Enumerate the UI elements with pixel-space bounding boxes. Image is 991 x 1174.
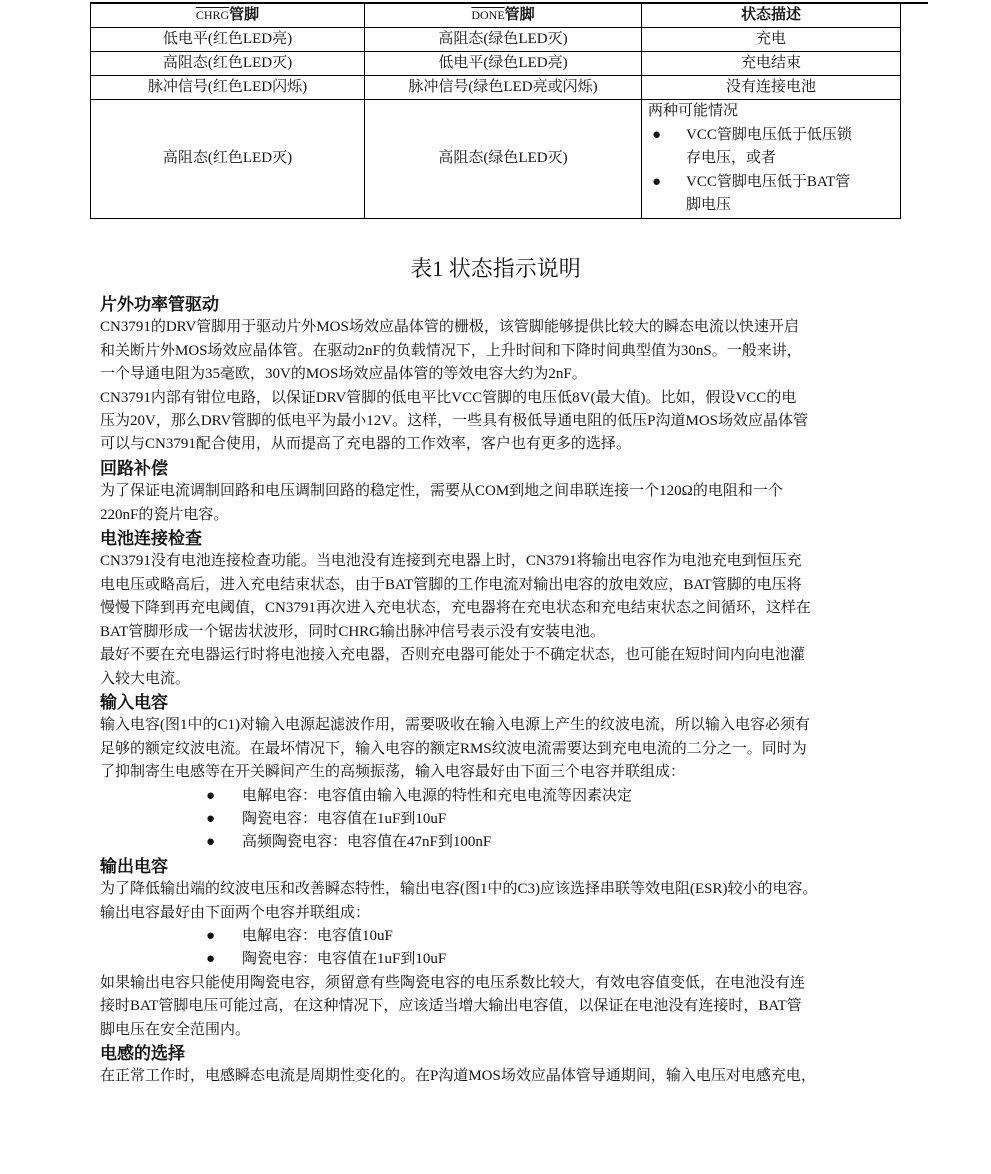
list-item <box>100 785 930 808</box>
paragraph-line: 电电压或略高后，进入充电结束状态，由于BAT管脚的工作电流对输出电容的放电效应，BAT管脚的电压将 <box>100 576 802 593</box>
desc-line: VCC管脚电压低于低压锁 <box>686 126 852 143</box>
document-body <box>100 293 930 1089</box>
paragraph-line: 如果输出电容只能使用陶瓷电容，须留意有些陶瓷电容的电压系数比较大，有效电容值变低，在电池没有连 <box>100 974 806 991</box>
section <box>100 527 930 691</box>
header-text: 状态描述 <box>740 7 801 23</box>
list-item <box>100 808 930 831</box>
list-item-text: 陶瓷电容：电容值在1uF到10uF <box>242 951 447 968</box>
table-cell: 高阻态(绿色LED灭) <box>365 28 642 52</box>
list-item <box>100 831 930 854</box>
list-item-text: 陶瓷电容：电容值在1uF到10uF <box>242 810 447 827</box>
section <box>100 691 930 855</box>
paragraph-line: 压为20V，那么DRV管脚的低电平为最小12V。这样，一些具有极低导通电阻的低压P沟道MOS场效应晶体管 <box>100 413 808 430</box>
table-cell: 脉冲信号(红色LED闪烁) <box>91 76 365 100</box>
table-row <box>91 76 901 100</box>
done-overline: DONE <box>471 8 505 22</box>
header-text: 管脚 <box>229 7 260 23</box>
paragraph-line: 和关断片外MOS场效应晶体管。在驱动2nF的负载情况下，上升时间和下降时间典型值为30nS。一般来讲， <box>100 342 802 359</box>
paragraph-line: 了抑制寄生电感等在开关瞬间产生的高频振荡，输入电容最好由下面三个电容并联组成： <box>100 764 686 781</box>
table-row <box>91 100 901 219</box>
desc-bullet-text <box>686 171 850 218</box>
section-heading: 回路补偿 <box>100 458 168 478</box>
paragraph-line: 最好不要在充电器运行时将电池接入充电器，否则充电器可能处于不确定状态，也可能在短时间内向电池灌 <box>100 647 806 664</box>
paragraph-line: 输入电容(图1中的C1)对输入电源起滤波作用，需要吸收在输入电源上产生的纹波电流，所以输入电容必须有 <box>100 717 810 734</box>
paragraph-line: CN3791内部有钳位电路，以保证DRV管脚的低电平比VCC管脚的电压低8V(最大值)。比如，假设VCC的电 <box>100 389 797 406</box>
table-cell: 充电 <box>642 28 901 52</box>
bullet-icon: ● <box>206 951 216 968</box>
list-item <box>100 925 930 948</box>
paragraph-line: 220nF的瓷片电容。 <box>100 506 229 523</box>
paragraph-line: BAT管脚形成一个锯齿状波形，同时CHRG输出脉冲信号表示没有安装电池。 <box>100 623 606 640</box>
bullet-icon: ● <box>206 810 216 827</box>
header-status <box>642 4 901 28</box>
paragraph-line: 为了降低输出端的纹波电压和改善瞬态特性，输出电容(图1中的C3)应该选择串联等效电阻(ESR)较小的电容。 <box>100 881 818 898</box>
paragraph-line: CN3791没有电池连接检查功能。当电池没有连接到充电器上时，CN3791将输出电容作为电池充电到恒压充 <box>100 553 802 570</box>
table-cell: 没有连接电池 <box>642 76 901 100</box>
table-cell: 低电平(红色LED亮) <box>91 28 365 52</box>
list-item-text: 电解电容：电容值10uF <box>242 927 393 944</box>
paragraph-line: 入较大电流。 <box>100 670 191 687</box>
paragraph-line: 慢慢下降到再充电阈值，CN3791再次进入充电状态，充电器将在充电状态和充电结束状态之间循环，这样在 <box>100 600 811 617</box>
desc-bullet <box>648 171 894 218</box>
table-row <box>91 28 901 52</box>
section-heading: 电池连接检查 <box>100 529 202 549</box>
table-cell: 高阻态(红色LED灭) <box>91 52 365 76</box>
table-caption: 表1 状态指示说明 <box>410 256 581 281</box>
paragraph-line: CN3791的DRV管脚用于驱动片外MOS场效应晶体管的栅极，该管脚能够提供比较大的瞬态电流以快速开启 <box>100 319 799 336</box>
header-chrg <box>91 4 365 28</box>
bullet-icon: ● <box>206 787 216 804</box>
list-item <box>100 948 930 971</box>
table-cell: 脉冲信号(绿色LED亮或闪烁) <box>365 76 642 100</box>
desc-intro: 两种可能情况 <box>648 103 739 119</box>
section <box>100 1042 930 1089</box>
desc-line: VCC管脚电压低于BAT管 <box>686 173 851 190</box>
paragraph-line: 足够的额定纹波电流。在最坏情况下，输入电容的额定RMS纹波电流需要达到充电电流的二分之一。同时为 <box>100 740 807 757</box>
bullet-icon: ● <box>206 834 216 851</box>
chrg-overline: CHRG <box>195 8 230 22</box>
table-cell: 高阻态(红色LED灭) <box>91 100 365 219</box>
list-item-text: 电解电容：电容值由输入电源的特性和充电电流等因素决定 <box>242 787 633 804</box>
section-heading: 电感的选择 <box>100 1044 185 1063</box>
status-table <box>90 3 901 219</box>
paragraph-line: 一个导通电阻为35毫欧，30V的MOS场效应晶体管的等效电容大约为2nF。 <box>100 366 587 383</box>
desc-bullet <box>648 124 894 171</box>
paragraph-line: 脚电压在安全范围内。 <box>100 1021 251 1038</box>
table-header-row <box>91 4 901 28</box>
paragraph-line: 接时BAT管脚电压可能过高，在这种情况下，应该适当增大输出电容值，以保证在电池没有连接时，BAT管 <box>100 998 802 1015</box>
section <box>100 457 930 527</box>
header-text: 管脚 <box>504 7 535 23</box>
paragraph-line: 为了保证电流调制回路和电压调制回路的稳定性，需要从COM到地之间串联连接一个120Ω的电阻和一个 <box>100 483 783 500</box>
section-heading: 输出电容 <box>100 856 168 876</box>
desc-line: 存电压，或者 <box>686 150 777 166</box>
paragraph-line: 输出电容最好由下面两个电容并联组成： <box>100 904 371 921</box>
section <box>100 293 930 457</box>
section-heading: 输入电容 <box>100 692 168 712</box>
table-cell: 充电结束 <box>642 52 901 76</box>
paragraph-line: 可以与CN3791配合使用，从而提高了充电器的工作效率，客户也有更多的选择。 <box>100 436 631 453</box>
table-row <box>91 52 901 76</box>
table-cell: 高阻态(绿色LED灭) <box>365 100 642 219</box>
paragraph-line: 在正常工作时，电感瞬态电流是周期性变化的。在P沟道MOS场效应晶体管导通期间，输入电压对电感充电， <box>100 1068 816 1085</box>
bullet-icon: ● <box>652 126 662 143</box>
bullet-icon: ● <box>652 173 662 190</box>
status-desc-cell <box>642 100 901 219</box>
list-item-text: 高频陶瓷电容：电容值在47nF到100nF <box>242 834 492 851</box>
table-cell: 低电平(绿色LED亮) <box>365 52 642 76</box>
desc-bullet-text <box>686 124 852 171</box>
section <box>100 855 930 1042</box>
section-heading: 片外功率管驱动 <box>100 295 219 314</box>
bullet-icon: ● <box>206 927 216 944</box>
header-done <box>365 4 642 28</box>
desc-line: 脚电压 <box>686 197 732 213</box>
